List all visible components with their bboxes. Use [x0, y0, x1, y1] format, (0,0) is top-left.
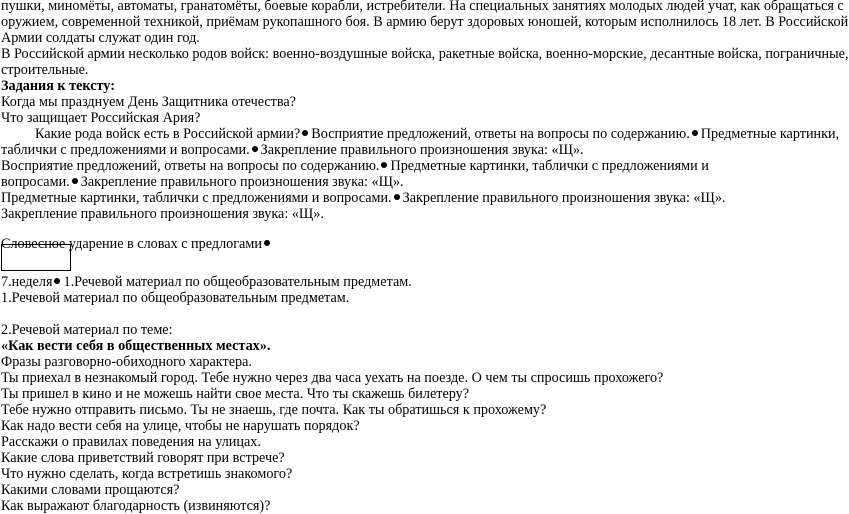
task-repeat-text: Закрепление правильного произношения звука: «Щ». — [80, 174, 404, 190]
bullet-icon — [252, 146, 258, 152]
topic-line: Расскажи о правилах поведения на улицах. — [1, 434, 261, 450]
task-question-1: Когда мы празднуем День Защитника отечества? — [1, 94, 296, 110]
task-repeat-text: Предметные картинки, — [700, 126, 840, 142]
week-item-repeat: 1.Речевой материал по общеобразовательным предметам. — [1, 290, 350, 306]
topic-line: Как выражают благодарность (извиняются)? — [1, 498, 271, 514]
week-label: 7.неделя — [1, 274, 53, 290]
topic-line: Какие слова приветствий говорят при встрече? — [1, 450, 285, 466]
task-repeat-text: Закрепление правильного произношения звука: «Щ». — [402, 190, 726, 206]
bullet-icon — [54, 278, 60, 284]
task-repeat-text: таблички с предложениями и вопросами. — [1, 142, 250, 158]
task-line-8: Закрепление правильного произношения звука: «Щ». — [1, 206, 324, 222]
task-question-2: Что защищает Российская Ария? — [1, 110, 201, 126]
bullet-icon — [264, 240, 270, 246]
bullet-icon — [302, 130, 308, 136]
topic-line: Ты приехал в незнакомый город. Тебе нужно через два часа уехать на поезде. О чем ты спросишь прохожего? — [1, 370, 664, 386]
intro-line-2: оружием, современной техникой, приёмам рукопашного боя. В армию берут здоровых юношей, которым исполнилось 18 лет. В Российской — [1, 14, 849, 30]
task-repeat-text: Предметные картинки, таблички с предложениями и — [390, 158, 709, 174]
topic-subtitle: Фразы разговорно-обиходного характера. — [1, 354, 252, 370]
bullet-icon — [394, 194, 400, 200]
intro-line-1: пушки, минoмёты, автоматы, гранатомёты, боевые корабли, истребители. На специальных занятиях молодых людей учат, как обращаться с — [1, 0, 844, 14]
task-repeat-text: Восприятие предложений, ответы на вопросы по содержанию. — [1, 158, 380, 174]
topic-line: Ты пришел в кино и не можешь найти свое места. Что ты скажешь билетеру? — [1, 386, 470, 402]
topic-line: Какими словами прощаются? — [1, 482, 180, 498]
task-line-6 — [1, 174, 404, 190]
task-line-5 — [1, 158, 709, 174]
task-question-3: Какие рода войск есть в Российской армии? — [35, 126, 301, 142]
task-repeat-text: Восприятие предложений, ответы на вопросы по содержанию. — [311, 126, 690, 142]
intro-line-3: Армии солдаты служат один год. — [1, 30, 200, 46]
task-repeat-text: Предметные картинки, таблички с предложениями и вопросами. — [1, 190, 392, 206]
task-repeat-text: Закрепление правильного произношения звука: «Щ». — [260, 142, 584, 158]
intro-line-4: В Российской армии несколько родов войск: военно-воздушные войска, ракетные войска, военно-морские, десантные войска, пограничные, — [1, 46, 849, 62]
topic-line: Как надо вести себя на улице, чтобы не нарушать порядок? — [1, 418, 360, 434]
topic-title: «Как вести себя в общественных местах». — [1, 338, 271, 354]
tasks-heading: Задания к тексту: — [1, 78, 115, 94]
empty-table-cell — [1, 244, 71, 271]
intro-line-5: строительные. — [1, 62, 89, 78]
task-line-4 — [1, 142, 584, 158]
bullet-icon — [381, 162, 387, 168]
topic-line: Тебе нужно отправить письмо. Ты не знаешь, где почта. Как ты обратишься к прохожему? — [1, 402, 547, 418]
topic-line: Что нужно сделать, когда встретишь знакомого? — [1, 466, 293, 482]
week-line — [1, 274, 412, 290]
task-line-7 — [1, 190, 725, 206]
week-item: 1.Речевой материал по общеобразовательным предметам. — [63, 274, 412, 290]
task-line-3 — [35, 126, 839, 142]
topic-intro: 2.Речевой материал по теме: — [1, 322, 173, 338]
task-repeat-text: вопросами. — [1, 174, 70, 190]
stress-text: Словесное ударение в словах с предлогами — [1, 236, 262, 252]
bullet-icon — [692, 130, 698, 136]
bullet-icon — [72, 178, 78, 184]
